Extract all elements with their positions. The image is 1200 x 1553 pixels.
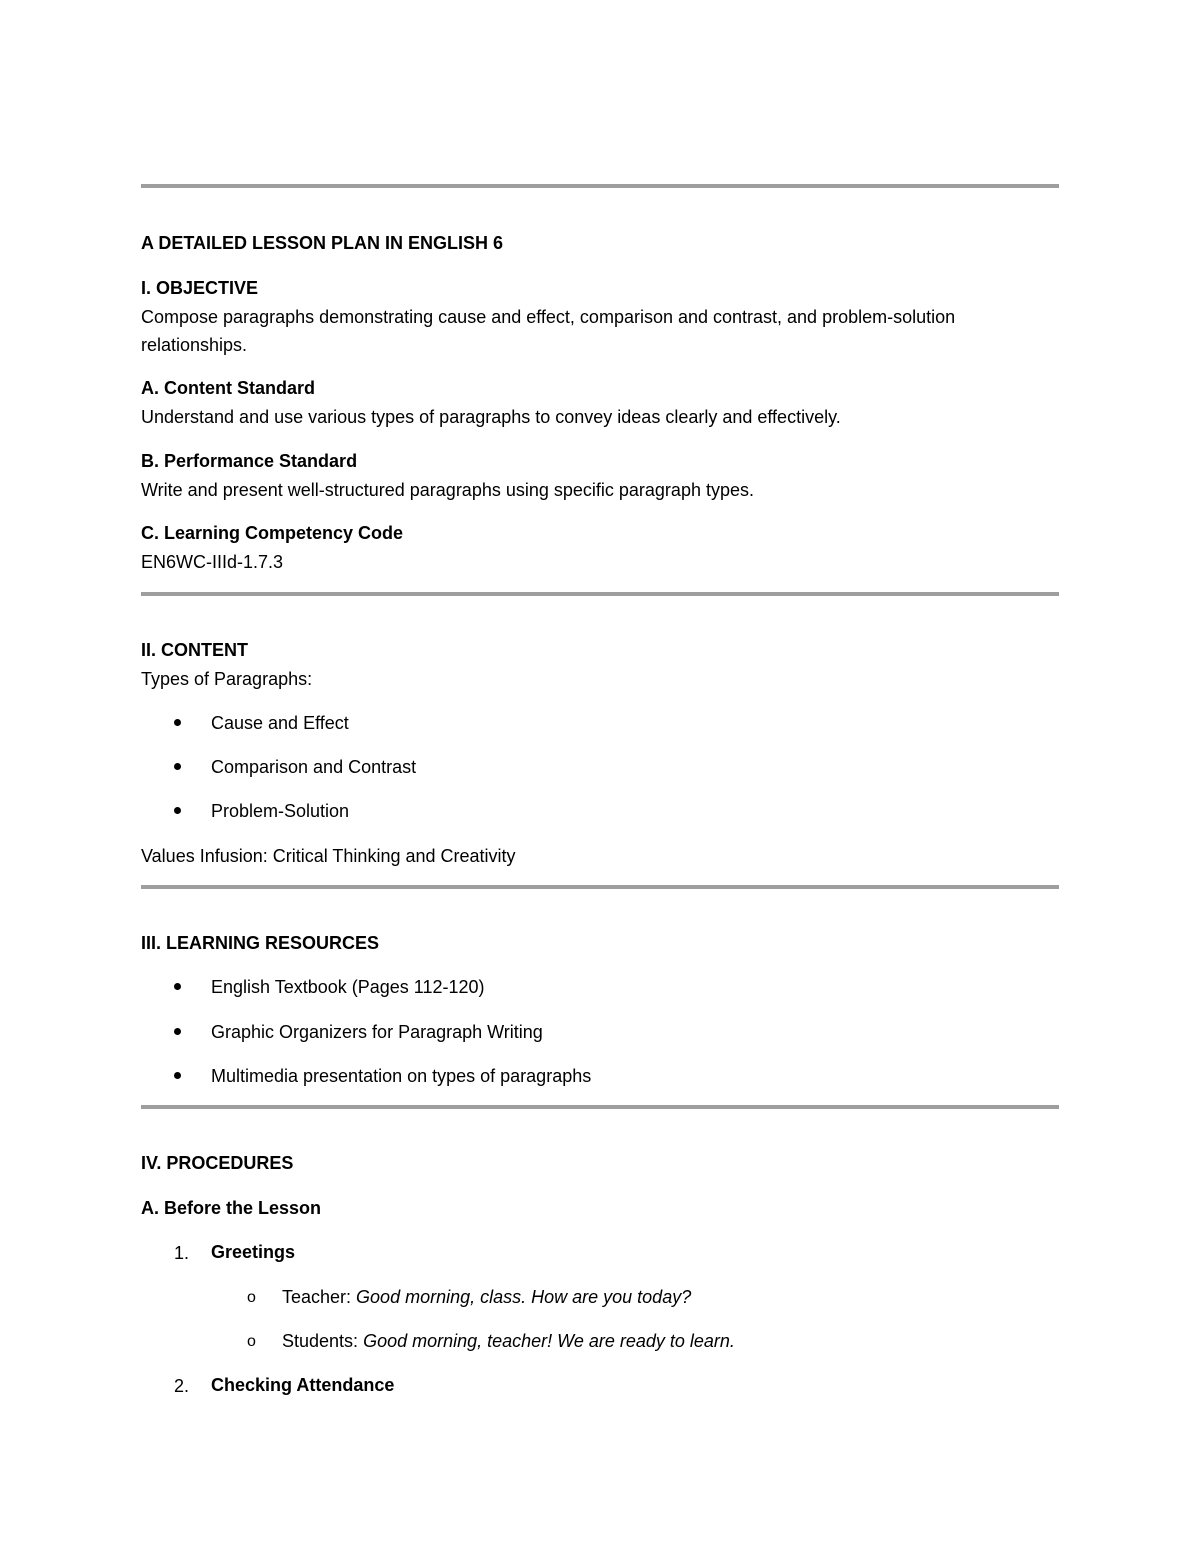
- objective-heading: I. OBJECTIVE: [141, 278, 259, 298]
- dialogue-speaker: Teacher:: [282, 1287, 357, 1307]
- dialogue-text: Good morning, class. How are you today?: [356, 1287, 692, 1307]
- horizontal-rule: [141, 592, 1059, 596]
- step-number: 2.: [174, 1376, 190, 1396]
- before-lesson-heading: A. Before the Lesson: [141, 1198, 322, 1218]
- list-item: Multimedia presentation on types of paragraphs: [211, 1066, 592, 1086]
- step-label-greetings: Greetings: [211, 1242, 296, 1262]
- dialogue-line: [282, 1330, 735, 1352]
- bullet-icon: [174, 983, 181, 990]
- horizontal-rule: [141, 184, 1059, 188]
- dialogue-line: [282, 1286, 691, 1308]
- performance-standard-text: Write and present well-structured paragraphs using specific paragraph types.: [141, 480, 754, 500]
- resources-heading: III. LEARNING RESOURCES: [141, 933, 380, 953]
- objective-text-line1: Compose paragraphs demonstrating cause and effect, comparison and contrast, and problem-solution: [141, 307, 956, 327]
- content-standard-heading: A. Content Standard: [141, 378, 315, 398]
- list-item: Graphic Organizers for Paragraph Writing: [211, 1022, 543, 1042]
- list-item: Problem-Solution: [211, 801, 350, 821]
- dialogue-speaker: Students:: [282, 1331, 364, 1351]
- horizontal-rule: [141, 1105, 1059, 1109]
- bullet-icon: [174, 1028, 181, 1035]
- dialogue-text: Good morning, teacher! We are ready to learn.: [363, 1331, 735, 1351]
- competency-heading: C. Learning Competency Code: [141, 523, 404, 543]
- content-intro: Types of Paragraphs:: [141, 669, 313, 689]
- list-item: Cause and Effect: [211, 713, 349, 733]
- document-title: A DETAILED LESSON PLAN IN ENGLISH 6: [141, 233, 504, 253]
- circle-bullet-icon: o: [247, 1289, 256, 1306]
- content-standard-text: Understand and use various types of paragraphs to convey ideas clearly and effectively.: [141, 407, 841, 427]
- bullet-icon: [174, 719, 181, 726]
- step-label-checking-attendance: Checking Attendance: [211, 1375, 395, 1395]
- objective-text-line2: relationships.: [141, 335, 248, 355]
- bullet-icon: [174, 807, 181, 814]
- bullet-icon: [174, 1072, 181, 1079]
- content-heading: II. CONTENT: [141, 640, 248, 660]
- list-item: Comparison and Contrast: [211, 757, 417, 777]
- bullet-icon: [174, 763, 181, 770]
- values-infusion: Values Infusion: Critical Thinking and Creativity: [141, 846, 516, 866]
- circle-bullet-icon: o: [247, 1333, 256, 1350]
- list-item: English Textbook (Pages 112-120): [211, 977, 485, 997]
- procedures-heading: IV. PROCEDURES: [141, 1153, 294, 1173]
- step-number: 1.: [174, 1243, 190, 1263]
- horizontal-rule: [141, 885, 1059, 889]
- competency-code: EN6WC-IIId-1.7.3: [141, 552, 284, 572]
- performance-standard-heading: B. Performance Standard: [141, 451, 358, 471]
